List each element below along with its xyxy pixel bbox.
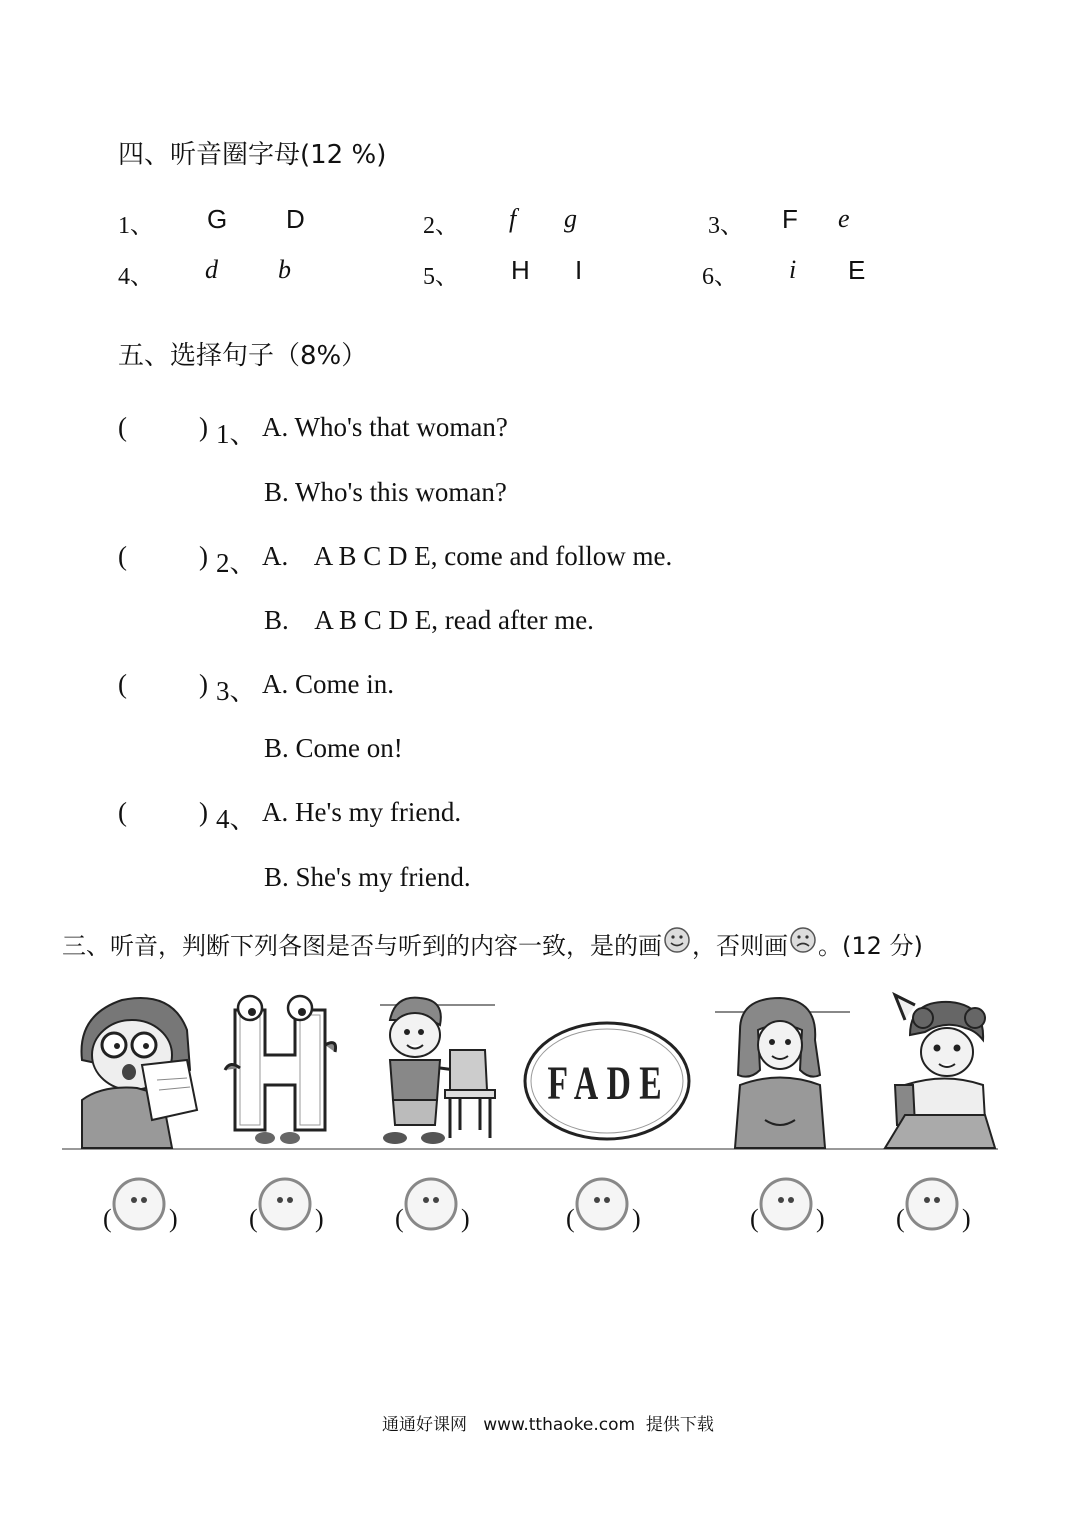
option-b: B. She's my friend. <box>264 862 471 892</box>
letter-option[interactable]: I <box>575 255 583 285</box>
blank-face-icon[interactable] <box>904 1176 960 1232</box>
face-paren-close: ) <box>632 1204 641 1233</box>
answer-paren-open[interactable]: ( <box>118 797 127 827</box>
letter-item-number: 5、 <box>423 264 459 290</box>
face-paren-close: ) <box>169 1204 178 1233</box>
blank-face-icon[interactable] <box>257 1176 313 1232</box>
face-paren-open: ( <box>566 1204 575 1233</box>
option-a: A. Come in. <box>262 669 394 699</box>
letter-option[interactable]: d <box>205 255 218 284</box>
section5-heading: 五、选择句子（8%） <box>118 341 368 371</box>
letter-option[interactable]: F <box>782 204 798 234</box>
option-a: A. Who's that woman? <box>262 412 508 442</box>
face-paren-open: ( <box>750 1204 759 1233</box>
face-paren-close: ) <box>962 1204 971 1233</box>
letter-item-number: 6、 <box>702 264 738 290</box>
answer-paren-close[interactable]: ) <box>199 541 208 571</box>
face-paren-open: ( <box>249 1204 258 1233</box>
letter-option[interactable]: E <box>848 255 866 285</box>
face-paren-open: ( <box>103 1204 112 1233</box>
letter-option[interactable]: f <box>509 204 517 233</box>
smile-face-icon <box>662 926 692 956</box>
letter-option[interactable]: H <box>511 255 530 285</box>
instruction-text-1: 三、听音，判断下列各图是否与听到的内容一致，是的画 <box>62 932 662 960</box>
instruction-text-2: ，否则画 <box>692 932 788 960</box>
question-number: 4、 <box>216 804 257 834</box>
option-b: B. A B C D E, read after me. <box>264 605 594 635</box>
letter-item-number: 4、 <box>118 264 154 290</box>
letter-option[interactable]: b <box>278 255 291 284</box>
section3-instruction <box>62 926 923 961</box>
face-paren-close: ) <box>315 1204 324 1233</box>
instruction-text-3: 。(12 分) <box>818 932 923 960</box>
answer-paren-close[interactable]: ) <box>199 669 208 699</box>
face-paren-close: ) <box>816 1204 825 1233</box>
face-paren-open: ( <box>395 1204 404 1233</box>
option-a: A. He's my friend. <box>262 797 462 827</box>
answer-paren-open[interactable]: ( <box>118 412 127 442</box>
letter-option[interactable]: e <box>838 204 850 233</box>
answer-paren-open[interactable]: ( <box>118 669 127 699</box>
answer-paren-close[interactable]: ) <box>199 412 208 442</box>
girl-waving-picture <box>865 990 1000 1150</box>
option-b: B. Who's this woman? <box>264 477 507 507</box>
blank-face-icon[interactable] <box>758 1176 814 1232</box>
letter-option[interactable]: i <box>789 255 797 284</box>
woman-picture <box>710 990 850 1150</box>
letter-item-number: 3、 <box>708 213 744 239</box>
letter-item-number: 2、 <box>423 213 459 239</box>
option-b: B. Come on! <box>264 733 403 763</box>
face-paren-close: ) <box>461 1204 470 1233</box>
question-number: 2、 <box>216 548 257 578</box>
boy-reading-picture <box>62 990 207 1150</box>
blank-face-icon[interactable] <box>111 1176 167 1232</box>
fade-text: FADE <box>547 1057 671 1110</box>
answer-paren-open[interactable]: ( <box>118 541 127 571</box>
boy-chair-picture <box>355 990 505 1150</box>
face-paren-open: ( <box>896 1204 905 1233</box>
question-number: 3、 <box>216 676 257 706</box>
letter-option[interactable]: G <box>207 204 228 234</box>
letter-h-picture <box>210 990 350 1150</box>
answer-paren-close[interactable]: ) <box>199 797 208 827</box>
blank-face-icon[interactable] <box>403 1176 459 1232</box>
footer-credit: 通通好课网 www.tthaoke.com 提供下载 <box>382 1415 714 1435</box>
question-number: 1、 <box>216 419 257 449</box>
blank-face-icon[interactable] <box>574 1176 630 1232</box>
frown-face-icon <box>788 926 818 956</box>
option-a: A. A B C D E, come and follow me. <box>262 541 673 571</box>
letter-option[interactable]: D <box>286 204 305 234</box>
letter-item-number: 1、 <box>118 213 154 239</box>
section4-heading: 四、听音圈字母(12 %) <box>118 140 387 170</box>
fade-picture <box>522 1020 692 1142</box>
letter-option[interactable]: g <box>564 204 577 233</box>
